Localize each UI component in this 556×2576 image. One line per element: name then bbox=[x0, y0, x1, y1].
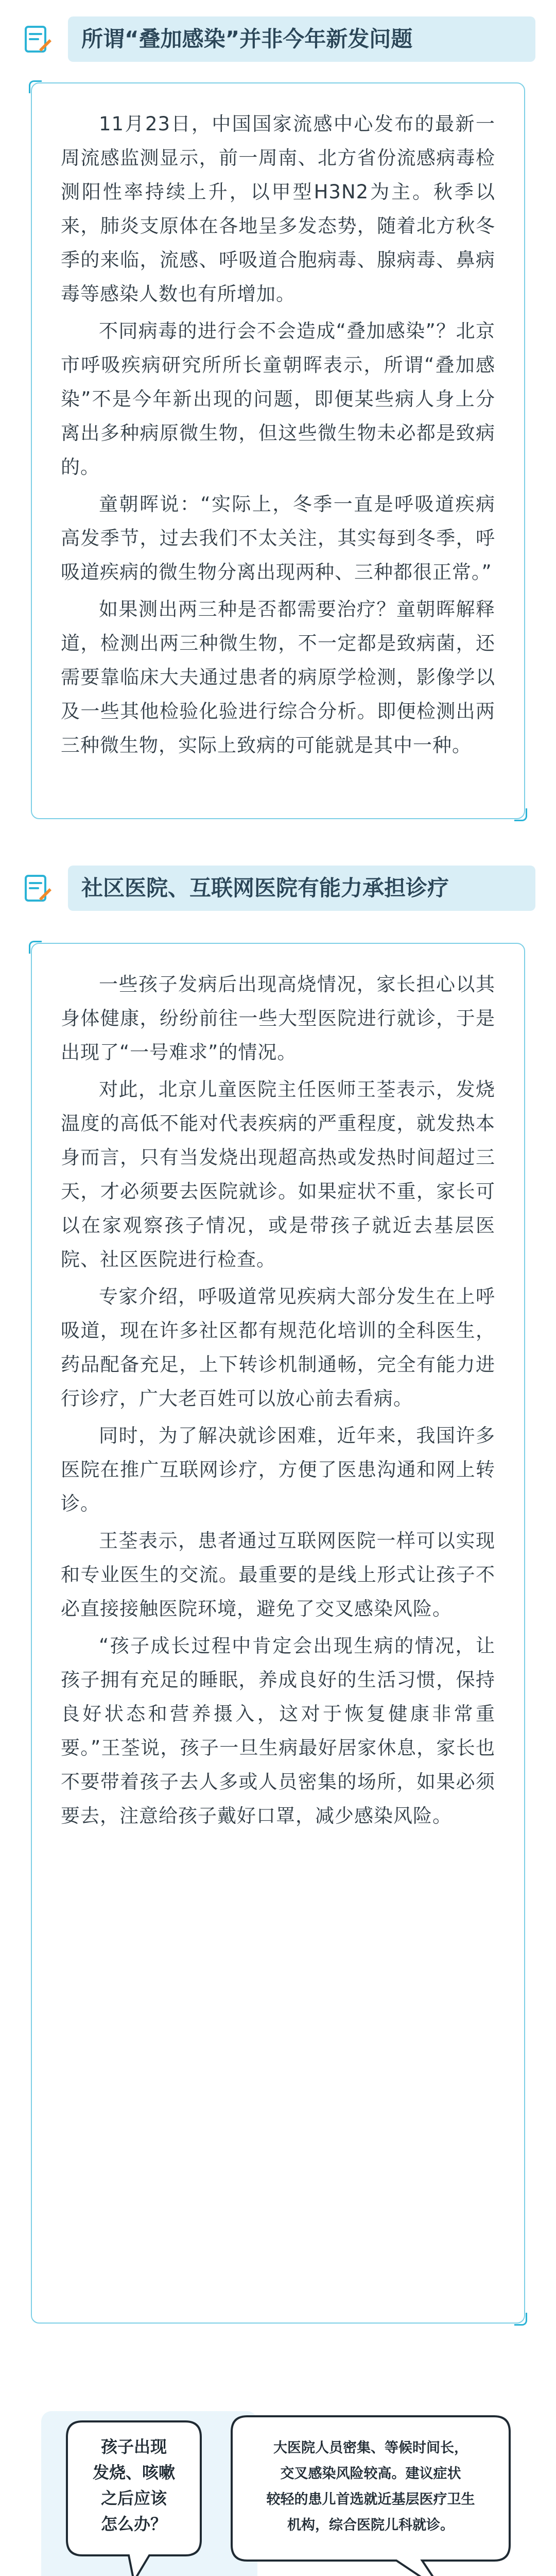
document-icon bbox=[21, 23, 54, 56]
paragraph: 一些孩子发病后出现高烧情况，家长担心以其身体健康，纷纷前往一些大型医院进行就诊，于是出现了“一号难求”的情况。 bbox=[61, 973, 495, 1063]
paragraph: 对此，北京儿童医院主任医师王荃表示，发烧温度的高低不能对代表疾病的严重程度，就发热本身而言，只有当发烧出现超高热或发热时间超过三天，才必须要去医院就诊。如果症状不重，家长可以在家观察孩子情况，或是带孩子就近去基层医院、社区医院进行检查。 bbox=[61, 1078, 495, 1270]
document-icon bbox=[21, 872, 54, 905]
bubble-line: 发烧、咳嗽 bbox=[92, 2463, 176, 2482]
paragraph: 童朝晖说：“实际上，冬季一直是呼吸道疾病高发季节，过去我们不太关注，其实每到冬季，呼吸道疾病的微生物分离出现两种、三种都很正常。” bbox=[61, 493, 495, 583]
section-header bbox=[0, 866, 556, 911]
section-title: 社区医院、互联网医院有能力承担诊疗 bbox=[68, 866, 535, 911]
bubble-line: 机构，综合医院儿科就诊。 bbox=[287, 2517, 454, 2533]
bubble-line: 交叉感染风险较高。建议症状 bbox=[280, 2466, 461, 2482]
section-header bbox=[0, 16, 556, 62]
bubble-line: 孩子出现 bbox=[100, 2437, 167, 2456]
bubble-line: 大医院人员密集、等候时间长， bbox=[273, 2440, 468, 2456]
paragraph: 同时，为了解决就诊困难，近年来，我国许多医院在推广互联网诊疗，方便了医患沟通和网上转诊。 bbox=[61, 1425, 495, 1515]
cartoon-illustration bbox=[31, 2391, 525, 2576]
paragraph: “孩子成长过程中肯定会出现生病的情况，让孩子拥有充足的睡眠，养成良好的生活习惯，保持良好状态和营养摄入，这对于恢复健康非常重要。”王荃说，孩子一旦生病最好居家休息，家长也不要带着孩子去人多或人员密集的场所，如果必须要去，注意给孩子戴好口罩，减少感染风险。 bbox=[61, 1635, 495, 1827]
article-card bbox=[31, 82, 525, 819]
section-title: 所谓“叠加感染”并非今年新发问题 bbox=[68, 16, 535, 62]
paragraph: 王荃表示，患者通过互联网医院一样可以实现和专业医生的交流。最重要的是线上形式让孩子不必直接接触医院环境，避免了交叉感染风险。 bbox=[61, 1530, 495, 1620]
article-card bbox=[31, 943, 525, 2324]
bubble-line: 较轻的患儿首选就近基层医疗卫生 bbox=[266, 2492, 475, 2507]
bubble-line: 怎么办？ bbox=[100, 2514, 167, 2534]
paragraph: 专家介绍，呼吸道常见疾病大部分发生在上呼吸道，现在许多社区都有规范化培训的全科医生，药品配备充足，上下转诊机制通畅，完全有能力进行诊疗，广大老百姓可以放心前去看病。 bbox=[61, 1285, 495, 1410]
bubble-line: 之后应该 bbox=[100, 2488, 167, 2508]
paragraph: 如果测出两三种是否都需要治疗？童朝晖解释道，检测出两三种微生物，不一定都是致病菌，还需要靠临床大夫通过患者的病原学检测，影像学以及一些其他检验化验进行综合分析。即便检测出两三种微生物，实际上致病的可能就是其中一种。 bbox=[61, 598, 495, 756]
paragraph: 11月23日，中国国家流感中心发布的最新一周流感监测显示，前一周南、北方省份流感病毒检测阳性率持续上升，以甲型H3N2为主。秋季以来，肺炎支原体在各地呈多发态势，随着北方秋冬季的来临，流感、呼吸道合胞病毒、腺病毒、鼻病毒等感染人数也有所增加。 bbox=[61, 113, 495, 305]
paragraph: 不同病毒的进行会不会造成“叠加感染”？北京市呼吸疾病研究所所长童朝晖表示，所谓“叠加感染”不是今年新出现的问题，即便某些病人身上分离出多种病原微生物，但这些微生物未必都是致病的。 bbox=[61, 320, 495, 478]
